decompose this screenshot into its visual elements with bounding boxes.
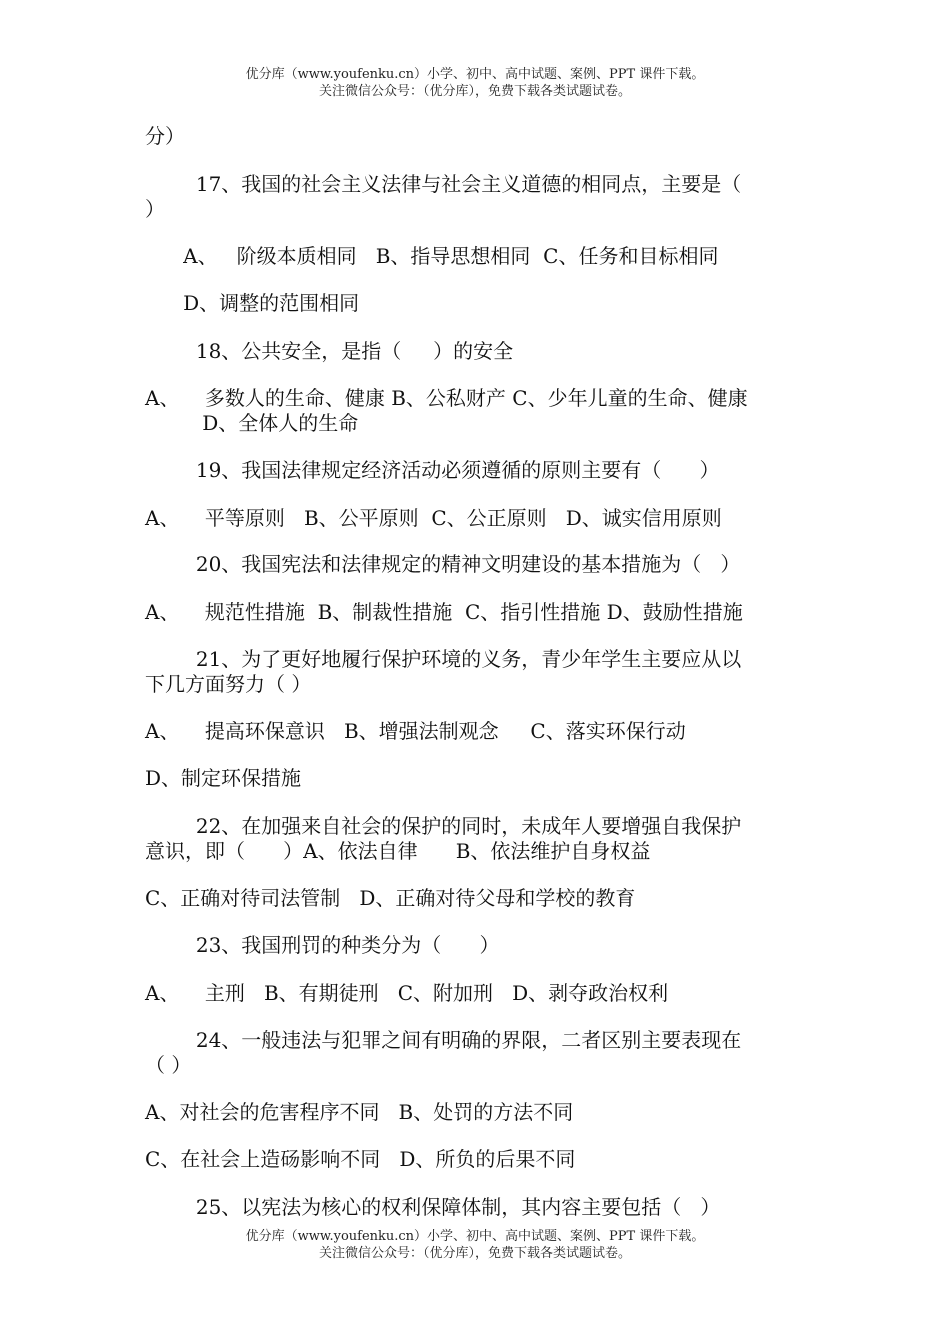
question-17-stem: 17、我国的社会主义法律与社会主义道德的相同点，主要是（ [145,172,742,196]
question-23-options: A、 主刑 B、有期徒刑 C、附加刑 D、剥夺政治权利 [145,981,669,1005]
question-22-stem-cont: 意识，即（ ）A、依法自律 B、依法维护自身权益 [145,839,651,863]
question-19-options: A、 平等原则 B、公平原则 C、公正原则 D、诚实信用原则 [145,506,722,530]
question-24-options-ab: A、对社会的危害程序不同 B、处罚的方法不同 [145,1100,574,1124]
question-17-option-d: D、调整的范围相同 [145,291,360,315]
question-17-options-abc: A、 阶级本质相同 B、指导思想相同 C、任务和目标相同 [145,244,719,268]
header-line-2: 关注微信公众号：（优分库），免费下载各类试题试卷。 [318,84,631,99]
question-18-option-d: D、全体人的生命 [145,411,359,435]
question-21-options-abc: A、 提高环保意识 B、增强法制观念 C、落实环保行动 [145,719,686,743]
footer-line-2: 关注微信公众号：（优分库），免费下载各类试题试卷。 [318,1246,631,1261]
question-18-stem: 18、公共安全，是指（ ）的安全 [145,339,514,363]
header-line-1: 优分库（www.youfenku.cn）小学、初中、高中试题、案例、PPT 课件下载。 [245,67,705,82]
text-line-1: 分） [145,124,185,148]
question-20-stem: 20、我国宪法和法律规定的精神文明建设的基本措施为（ ） [145,552,741,576]
question-24-options-cd: C、在社会上造砀影响不同 D、所负的后果不同 [145,1147,576,1171]
question-21-stem-cont: 下几方面努力（ ） [145,672,312,696]
question-21-stem: 21、为了更好地履行保护环境的义务，青少年学生主要应从以 [145,647,742,671]
footer-line-1: 优分库（www.youfenku.cn）小学、初中、高中试题、案例、PPT 课件下载。 [245,1229,705,1244]
question-24-stem-cont: （ ） [145,1053,192,1077]
page-footer [0,1228,950,1262]
question-21-option-d: D、制定环保措施 [145,766,302,790]
question-24-stem: 24、一般违法与犯罪之间有明确的界限，二者区别主要表现在 [145,1028,742,1052]
question-19-stem: 19、我国法律规定经济活动必须遵循的原则主要有（ ） [145,458,720,482]
question-22-options-cd: C、正确对待司法管制 D、正确对待父母和学校的教育 [145,886,636,910]
question-23-stem: 23、我国刑罚的种类分为（ ） [145,933,500,957]
question-20-options: A、 规范性措施 B、制裁性措施 C、指引性措施 D、鼓励性措施 [145,600,743,624]
question-17-stem-cont: ） [145,197,165,221]
question-25-stem: 25、以宪法为核心的权利保障体制，其内容主要包括（ ） [145,1195,721,1219]
question-22-stem: 22、在加强来自社会的保护的同时，未成年人要增强自我保护 [145,814,742,838]
question-18-options: A、 多数人的生命、健康 B、公私财产 C、少年儿童的生命、健康 [145,386,748,410]
page-header [0,66,950,100]
